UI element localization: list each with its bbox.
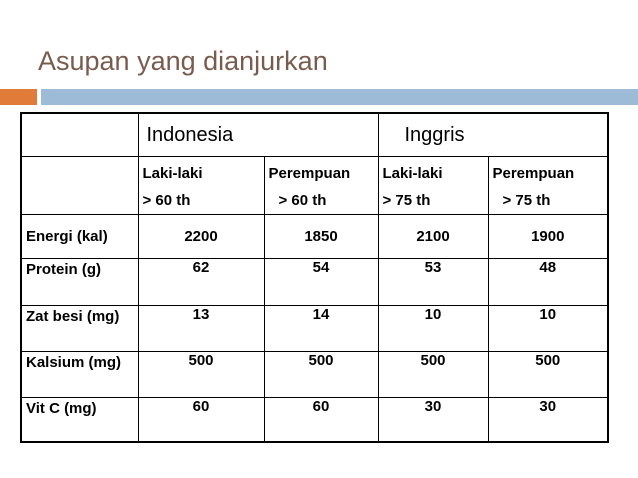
table-cell: 10 — [378, 305, 488, 351]
table-cell: 48 — [488, 259, 608, 305]
table-header-row-subgroups — [21, 157, 608, 215]
table-header-row-groups — [21, 113, 608, 157]
table-cell: 500 — [138, 351, 264, 397]
subheader-line2: > 60 th — [278, 192, 327, 210]
subheader-cell — [488, 157, 608, 215]
table-cell: 60 — [138, 397, 264, 442]
subheader-line2: > 60 th — [142, 192, 191, 210]
subheader-line1: Perempuan — [268, 165, 351, 183]
table-cell: 30 — [378, 397, 488, 442]
table-row — [21, 305, 608, 351]
table-cell: 62 — [138, 259, 264, 305]
row-label: Vit C (mg) — [21, 397, 138, 442]
subheader-cell — [378, 157, 488, 215]
subheader-cell — [138, 157, 264, 215]
table-cell: 54 — [264, 259, 378, 305]
group-header-inggris: Inggris — [378, 113, 608, 157]
group-header-indonesia: Indonesia — [138, 113, 378, 157]
table-cell: 53 — [378, 259, 488, 305]
table-cell: 2100 — [378, 215, 488, 259]
row-label: Zat besi (mg) — [21, 305, 138, 351]
table-cell: 500 — [488, 351, 608, 397]
row-label: Protein (g) — [21, 259, 138, 305]
accent-bar-orange — [0, 89, 37, 105]
table-cell: 14 — [264, 305, 378, 351]
subheader-line1: Perempuan — [492, 165, 575, 183]
table-row — [21, 397, 608, 442]
row-label: Energi (kal) — [21, 215, 138, 259]
subheader-cell — [264, 157, 378, 215]
table-cell: 2200 — [138, 215, 264, 259]
table-row — [21, 215, 608, 259]
table-cell: 30 — [488, 397, 608, 442]
header-empty-cell — [21, 113, 138, 157]
accent-bar-blue — [41, 89, 638, 105]
table-row — [21, 259, 608, 305]
table-cell: 1850 — [264, 215, 378, 259]
nutrition-table — [20, 112, 609, 443]
subheader-line1: Laki-laki — [142, 165, 203, 183]
slide-title: Asupan yang dianjurkan — [38, 46, 328, 76]
table-cell: 60 — [264, 397, 378, 442]
header-empty-cell — [21, 157, 138, 215]
table-cell: 10 — [488, 305, 608, 351]
subheader-line2: > 75 th — [502, 192, 551, 210]
table-cell: 13 — [138, 305, 264, 351]
table-cell: 500 — [264, 351, 378, 397]
table-row — [21, 351, 608, 397]
subheader-line1: Laki-laki — [382, 165, 443, 183]
subheader-line2: > 75 th — [382, 192, 431, 210]
table-cell: 500 — [378, 351, 488, 397]
table-cell: 1900 — [488, 215, 608, 259]
row-label: Kalsium (mg) — [21, 351, 138, 397]
